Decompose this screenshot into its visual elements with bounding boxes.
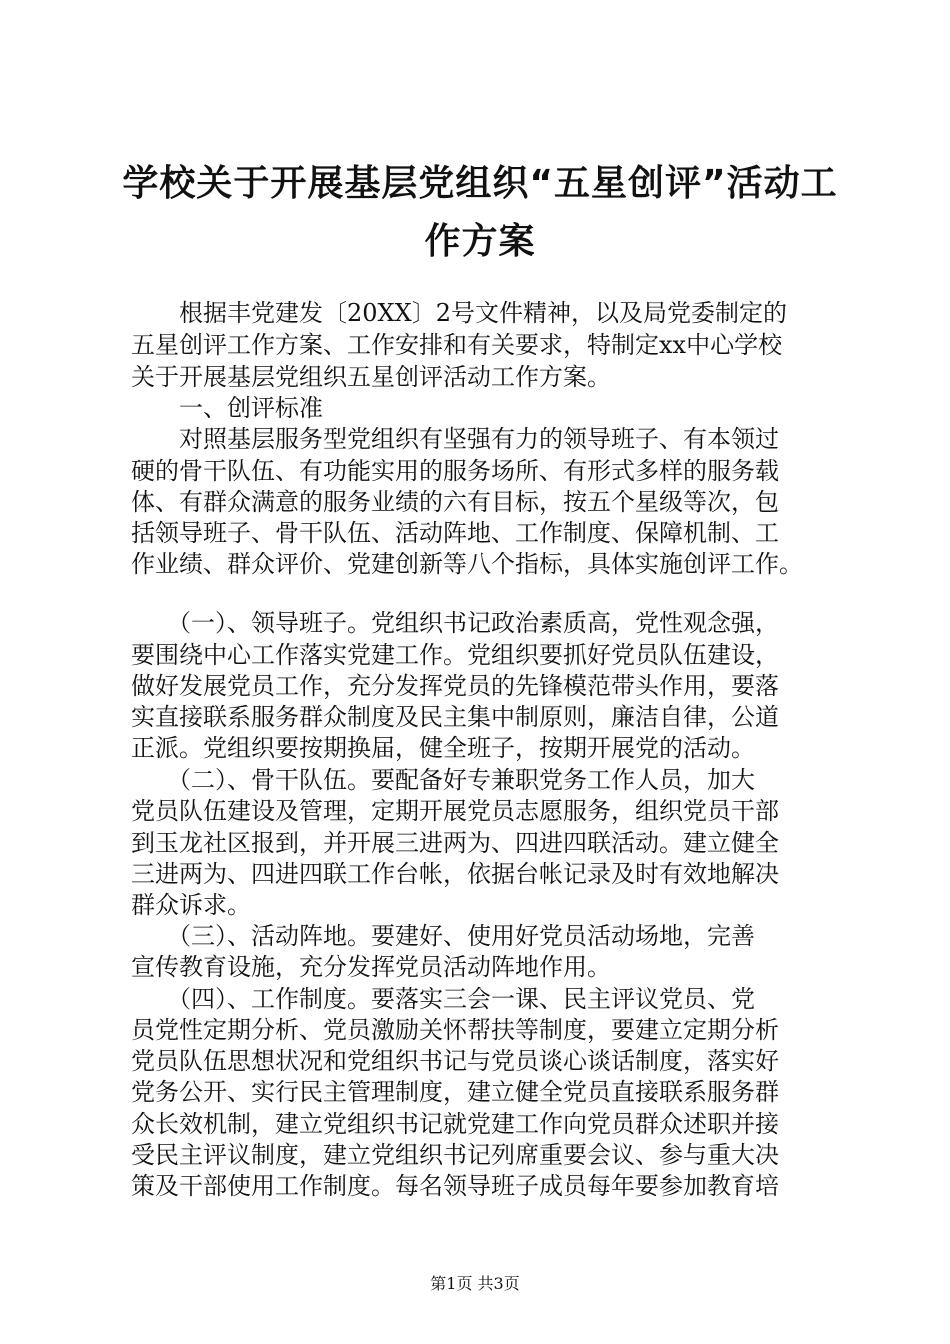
- body-line: 作业绩、群众评价、党建创新等八个指标，具体实施创评工作。: [131, 550, 803, 578]
- body-line: 实直接联系服务群众制度及民主集中制原则，廉洁自律，公道: [131, 703, 779, 731]
- page-number-footer: 第1页 共3页: [430, 1274, 520, 1293]
- body-line: 根据丰党建发〔20XX〕2号文件精神，以及局党委制定的: [131, 299, 787, 327]
- body-line: 正派。党组织要按期换届，健全班子，按期开展党的活动。: [131, 734, 755, 762]
- body-line: （一）、领导班子。党组织书记政治素质高，党性观念强，: [131, 609, 779, 637]
- body-line: 做好发展党员工作，充分发挥党员的先锋模范带头作用，要落: [131, 672, 779, 700]
- body-line: 五星创评工作方案、工作安排和有关要求，特制定xx中心学校: [131, 331, 783, 359]
- document-title-line-1: 学校关于开展基层党组织“五星创评”活动工: [122, 163, 838, 204]
- section-heading: 一、创评标准: [131, 394, 323, 422]
- body-line: 关于开展基层党组织五星创评活动工作方案。: [131, 363, 611, 391]
- body-line: 党员队伍思想状况和党组织书记与党员谈心谈话制度，落实好: [131, 1047, 779, 1075]
- body-line: （三）、活动阵地。要建好、使用好党员活动场地，完善: [131, 922, 755, 950]
- body-line: 硬的骨干队伍、有功能实用的服务场所、有形式多样的服务载: [131, 457, 779, 485]
- body-line: （二）、骨干队伍。要配备好专兼职党务工作人员，加大: [131, 766, 755, 794]
- body-line: 对照基层服务型党组织有坚强有力的领导班子、有本领过: [131, 425, 779, 453]
- body-line: 宣传教育设施，充分发挥党员活动阵地作用。: [131, 953, 611, 981]
- body-line: 三进两为、四进四联工作台帐，依据台帐记录及时有效地解决: [131, 860, 779, 888]
- body-line: 员党性定期分析、党员激励关怀帮扶等制度，要建立定期分析: [131, 1016, 779, 1044]
- body-line: 要围绕中心工作落实党建工作。党组织要抓好党员队伍建设，: [131, 641, 779, 669]
- body-line: 受民主评议制度，建立党组织书记列席重要会议、参与重大决: [131, 1141, 779, 1169]
- body-line: 体、有群众满意的服务业绩的六有目标，按五个星级等次，包: [131, 488, 779, 516]
- body-line: 括领导班子、骨干队伍、活动阵地、工作制度、保障机制、工: [131, 519, 779, 547]
- document-title-line-2: 作方案: [424, 221, 536, 262]
- body-line: 党员队伍建设及管理，定期开展党员志愿服务，组织党员干部: [131, 797, 779, 825]
- body-line: 群众诉求。: [131, 891, 251, 919]
- body-line: 党务公开、实行民主管理制度，建立健全党员直接联系服务群: [131, 1078, 779, 1106]
- body-line: 策及干部使用工作制度。每名领导班子成员每年要参加教育培: [131, 1172, 779, 1200]
- body-line: （四）、工作制度。要落实三会一课、民主评议党员、党: [131, 985, 755, 1013]
- body-line: 到玉龙社区报到，并开展三进两为、四进四联活动。建立健全: [131, 829, 779, 857]
- body-line: 众长效机制，建立党组织书记就党建工作向党员群众述职并接: [131, 1110, 779, 1138]
